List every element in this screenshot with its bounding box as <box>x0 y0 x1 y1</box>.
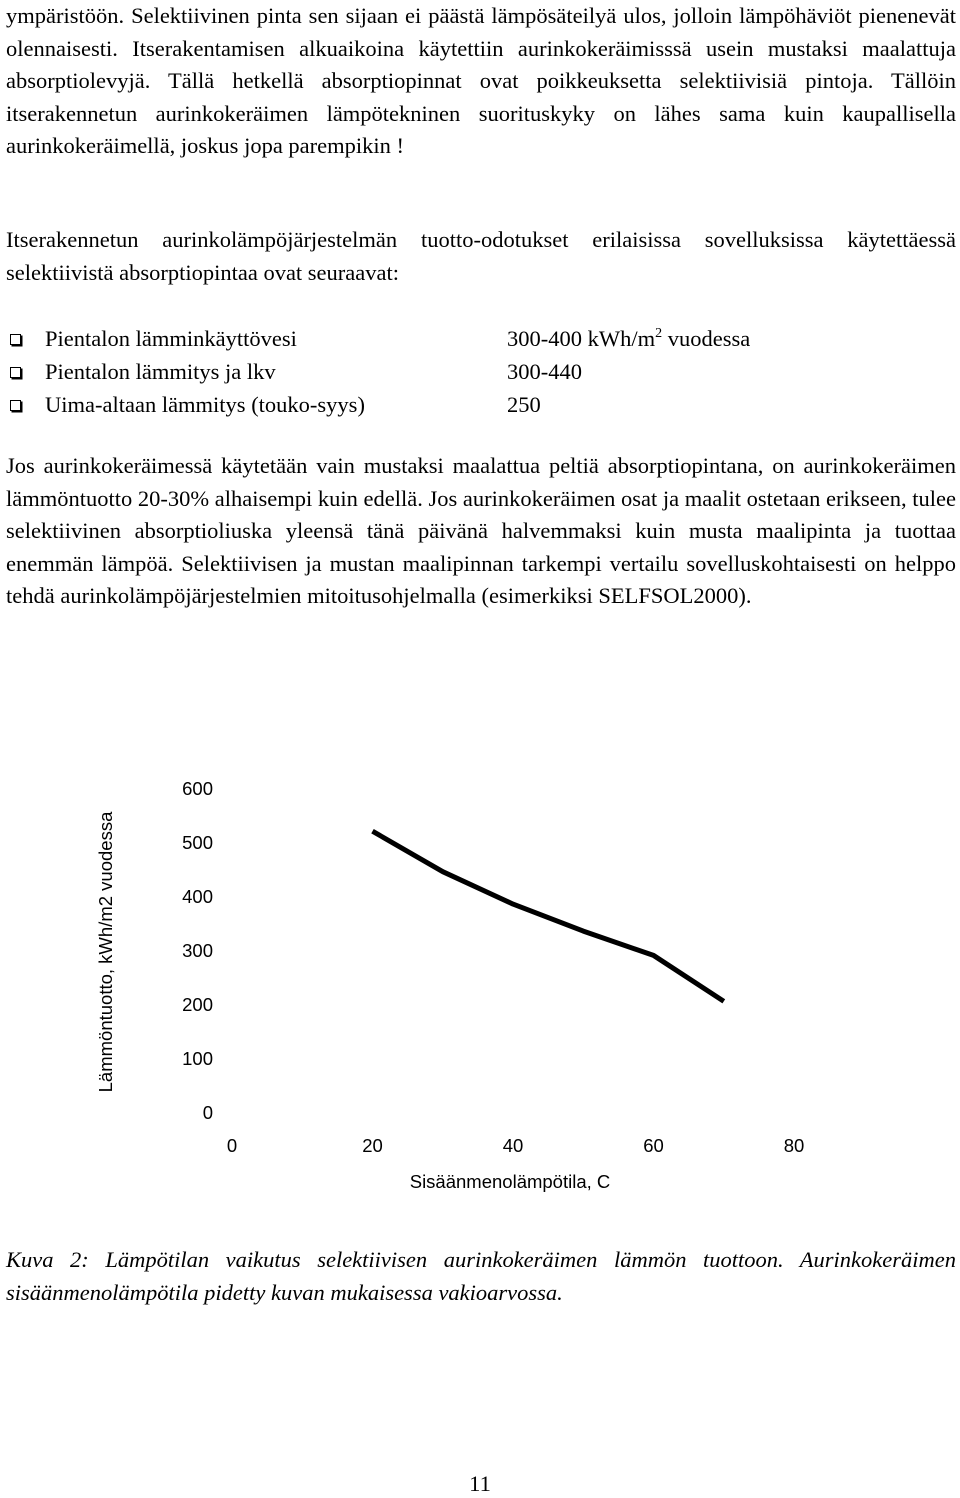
series-lines <box>373 831 724 1001</box>
figure-caption: Kuva 2: Lämpötilan vaikutus selektiivisen aurinkokeräimen lämmön tuottoon. Aurinkokeräimen sisäänmenolämpötila pidetty kuvan mukaisessa vakioarvossa. <box>6 1247 956 1305</box>
y-tick-label: 100 <box>182 1048 213 1069</box>
y-tick-label: 600 <box>182 778 213 799</box>
x-tick-label: 20 <box>362 1135 383 1156</box>
body-paragraph-1: ympäristöön. Selektiivinen pinta sen sijaan ei päästä lämpösäteilyä ulos, jolloin lämpöhäviöt pienenevät olennaisesti. Itserakentamisen alkuaikoina käytettiin aurinkokeräimisssä usein mustaksi maalattuja absorptiolevyjä. Tällä hetkellä absorptiopinnat ovat poikkeuksetta selektiivisiä pintoja. Tällöin itserakennetun aurinkokeräimen lämpötekninen suorituskyky on lähes sama kuin kaupallisella aurinkokeräimellä, joskus jopa parempikin ! <box>6 3 956 159</box>
y-tick-label: 300 <box>182 940 213 961</box>
series-line <box>373 831 724 1001</box>
x-tick-labels <box>227 1135 804 1156</box>
list-item-label: Pientalon lämmitys ja lkv <box>45 359 276 384</box>
list-item-value: 300-400 kWh/$m^2$ vuodessa <box>507 326 751 351</box>
x-tick-label: 40 <box>502 1135 524 1156</box>
y-tick-labels <box>182 778 213 1123</box>
checkbox-bullet-icon <box>10 400 21 411</box>
body-paragraph-3: Jos aurinkokeräimessä käytetään vain mustaksi maalattua peltiä absorptiopintana, on aurinkokeräimen lämmöntuotto 20-30% alhaisempi kuin edellä. Jos aurinkokeräimen osat ja maalit ostetaan erikseen, tulee selektiivinen absorptioliuska yleensä tänä päivänä halvemmaksi kuin musta maalipinta ja tuottaa enemmän lämpöä. Selektiivisen ja mustan maalipinnan tarkempi vertailu sovelluskohtaisesti on helppo tehdä aurinkolämpöjärjestelmien mitoitusohjelmalla (esimerkiksi SELFSOL2000). <box>6 453 956 609</box>
list-item-label: Uima-altaan lämmitys (touko-syys) <box>45 392 365 417</box>
yield-temperature-chart <box>0 760 960 1200</box>
x-tick-label: 60 <box>643 1135 664 1156</box>
body-paragraph-2: Itserakennetun aurinkolämpöjärjestelmän tuotto-odotukset erilaisissa sovelluksissa käytettäessä selektiivistä absorptiopintaa ovat seuraavat: <box>6 227 956 285</box>
checkbox-bullet-icon <box>10 334 21 345</box>
x-tick-label: 0 <box>226 1135 238 1156</box>
list-item-label: Pientalon lämminkäyttövesi <box>45 326 297 351</box>
x-tick-label: 80 <box>783 1135 805 1156</box>
checkbox-bullet-icon <box>10 367 21 378</box>
list-item <box>0 322 960 355</box>
list-item-value: 250 <box>507 392 541 417</box>
list-item <box>0 388 960 421</box>
y-tick-label: 0 <box>202 1102 213 1123</box>
list-item <box>0 355 960 388</box>
y-tick-label: 200 <box>182 994 213 1015</box>
y-axis-label: Lämmöntuotto, kWh/m2 vuodessa <box>95 811 116 1093</box>
x-axis-label: Sisäänmenolämpötila, C <box>409 1171 611 1192</box>
list-item-value: 300-440 <box>507 359 582 384</box>
yield-list <box>0 322 960 421</box>
page-number: 11 <box>469 1471 491 1496</box>
y-tick-label: 400 <box>182 886 213 907</box>
y-tick-label: 500 <box>182 832 213 853</box>
